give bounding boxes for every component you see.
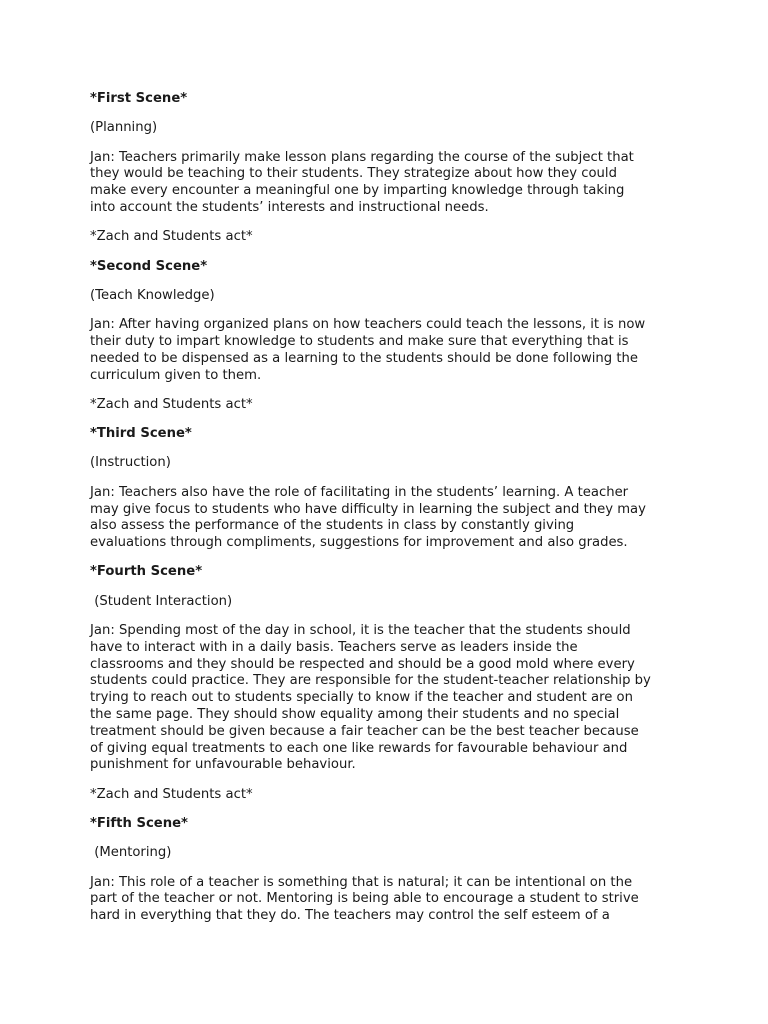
stage-direction-2: *Zach and Students act* xyxy=(90,396,253,412)
scene-heading-fourth: *Fourth Scene* xyxy=(90,564,203,580)
scene-subtitle-student-interaction: (Student Interaction) xyxy=(90,593,233,609)
scene-subtitle-instruction: (Instruction) xyxy=(90,455,171,471)
scene-subtitle-planning: (Planning) xyxy=(90,120,158,136)
document-page xyxy=(90,91,690,937)
scene-heading-fifth: *Fifth Scene* xyxy=(90,816,188,831)
scene-subtitle-mentoring: (Mentoring) xyxy=(90,845,172,861)
scene-subtitle-teach-knowledge: (Teach Knowledge) xyxy=(90,287,215,303)
narration-paragraph-1: Jan: Teachers primarily make lesson plans regarding the course of the subject that they would be teaching to their students. They strategize about how they could make every encounter a meaningful one by imparting knowledge through taking into account the students’ interests and instructional needs. xyxy=(90,149,634,215)
narration-paragraph-4: Jan: Spending most of the day in school, it is the teacher that the students should have to interact with in a daily basis. Teachers serve as leaders inside the classrooms and they should be respected and should be a good mold where every students could practice. They are responsible for the student-teacher relationship by trying to reach out to students specially to know if the teacher and student are on the same page. They should show equality among their students and no special treatment should be given because a fair teacher can be the best teacher because of giving equal treatments to each one like rewards for favourable behaviour and punishment for unfavourable behaviour. xyxy=(90,623,651,773)
scene-heading-third: *Third Scene* xyxy=(90,426,192,442)
stage-direction-3: *Zach and Students act* xyxy=(90,786,253,802)
scene-heading-second: *Second Scene* xyxy=(90,258,208,274)
scene-heading-first: *First Scene* xyxy=(90,91,188,106)
narration-paragraph-2: Jan: After having organized plans on how teachers could teach the lessons, it is now their duty to impart knowledge to students and make sure that everything that is needed to be dispensed as a learning to the students should be done following the curriculum given to them. xyxy=(90,317,646,383)
narration-paragraph-5: Jan: This role of a teacher is something that is natural; it can be intentional on the part of the teacher or not. Mentoring is being able to encourage a student to strive hard in everything that they do. The teachers may control the self esteem of a xyxy=(90,874,639,924)
stage-direction-1: *Zach and Students act* xyxy=(90,229,253,245)
narration-paragraph-3: Jan: Teachers also have the role of facilitating in the students’ learning. A teacher may give focus to students who have difficulty in learning the subject and they may also assess the performance of the students in class by constantly giving evaluations through compliments, suggestions for improvement and also grades. xyxy=(90,484,646,551)
